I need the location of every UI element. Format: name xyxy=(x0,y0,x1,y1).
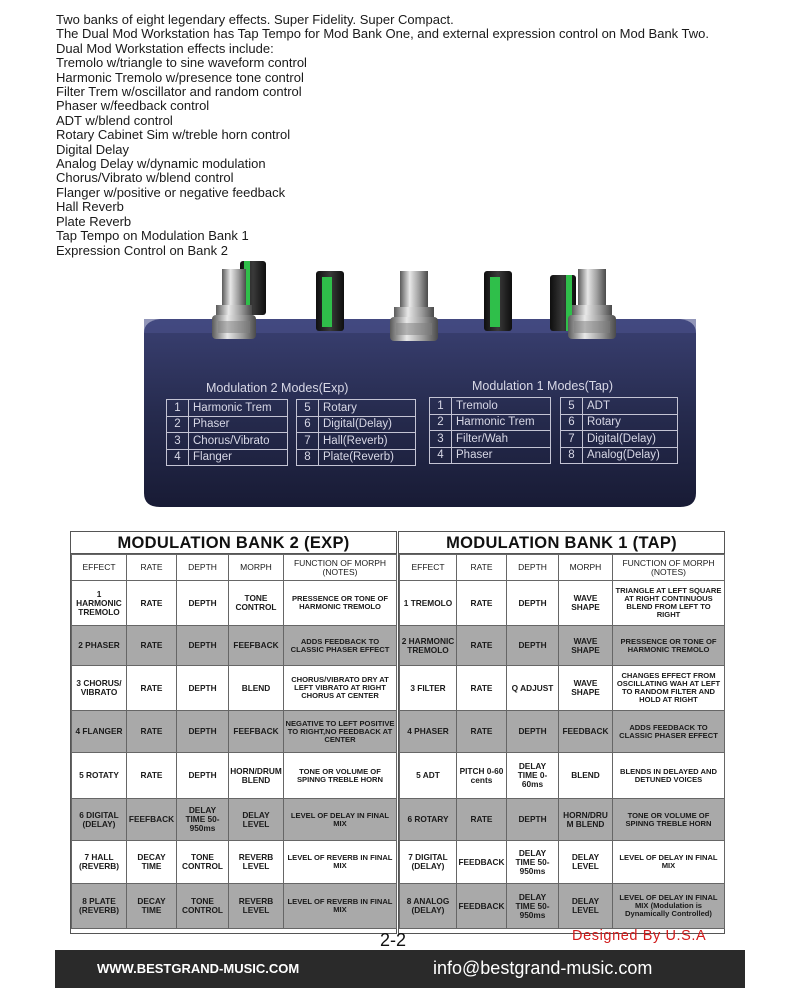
notes-cell: PRESSENCE OR TONE OF HARMONIC TREMOLO xyxy=(284,581,397,626)
intro-line: Expression Control on Bank 2 xyxy=(56,242,228,258)
table-row xyxy=(72,841,397,884)
rate-cell: RATE xyxy=(127,753,177,799)
effect-cell: 1 HARMONIC TREMOLO xyxy=(72,581,127,626)
notes-cell: LEVEL OF DELAY IN FINAL MIX xyxy=(284,799,397,841)
table-row xyxy=(72,799,397,841)
effect-cell: 8 PLATE (REVERB) xyxy=(72,884,127,929)
mod2-panel-title: Modulation 2 Modes(Exp) xyxy=(206,381,349,395)
rate-cell: FEEFBACK xyxy=(127,799,177,841)
rate-cell: RATE xyxy=(457,711,507,753)
effect-cell: 4 FLANGER xyxy=(72,711,127,753)
mode-number: 1 xyxy=(430,398,452,415)
table-row xyxy=(400,626,725,666)
mode-number: 4 xyxy=(167,449,189,466)
morph-cell: HORN/DRUM BLEND xyxy=(559,799,613,841)
mode-label: Phaser xyxy=(452,447,551,464)
effect-cell: 6 ROTARY xyxy=(400,799,457,841)
intro-line: ADT w/blend control xyxy=(56,112,173,128)
depth-cell: DELAY TIME 50-950ms xyxy=(507,841,559,884)
depth-cell: DEPTH xyxy=(507,626,559,666)
intro-line: Two banks of eight legendary effects. Super Fidelity. Super Compact. xyxy=(56,12,454,27)
morph-cell: FEEFBACK xyxy=(229,711,284,753)
mode-label: Filter/Wah xyxy=(452,431,551,448)
mode-label: Analog(Delay) xyxy=(583,447,678,464)
table-row xyxy=(72,884,397,929)
mode-number: 3 xyxy=(430,431,452,448)
morph-cell: FEEDBACK xyxy=(559,711,613,753)
mode-number: 8 xyxy=(297,449,319,466)
table-row xyxy=(400,666,725,711)
column-header: DEPTH xyxy=(177,555,229,581)
mod1-panel-title: Modulation 1 Modes(Tap) xyxy=(472,379,614,393)
notes-cell: ADDS FEEDBACK TO CLASSIC PHASER EFFECT xyxy=(613,711,725,753)
effect-cell: 7 DIGITAL (DELAY) xyxy=(400,841,457,884)
bank2-table xyxy=(70,531,397,934)
notes-cell: LEVEL OF REVERB IN FINAL MIX xyxy=(284,841,397,884)
column-header: DEPTH xyxy=(507,555,559,581)
morph-cell: BLEND xyxy=(229,666,284,711)
intro-line: Tap Tempo on Modulation Bank 1 xyxy=(56,228,249,244)
column-header: MORPH xyxy=(229,555,284,581)
morph-cell: DELAY LEVEL xyxy=(559,841,613,884)
rate-cell: PITCH 0-60 cents xyxy=(457,753,507,799)
rate-cell: FEEDBACK xyxy=(457,841,507,884)
morph-cell: HORN/DRUM BLEND xyxy=(229,753,284,799)
notes-cell: LEVEL OF DELAY IN FINAL MIX xyxy=(613,841,725,884)
depth-cell: Q ADJUST xyxy=(507,666,559,711)
column-header: EFFECT xyxy=(72,555,127,581)
morph-cell: FEEFBACK xyxy=(229,626,284,666)
mode-label: Harmonic Trem xyxy=(189,400,288,417)
depth-cell: TONE CONTROL xyxy=(177,884,229,929)
rate-cell: RATE xyxy=(127,711,177,753)
mode-label: Phaser xyxy=(189,416,288,433)
bank2-title: MODULATION BANK 2 (EXP) xyxy=(71,532,396,554)
footer-bar xyxy=(55,950,745,988)
designed-by-label: Designed By U.S.A xyxy=(572,928,707,944)
mode-number: 7 xyxy=(561,431,583,448)
notes-cell: CHANGES EFFECT FROM OSCILLATING WAH AT LEFT TO RANDOM FILTER AND HOLD AT RIGHT xyxy=(613,666,725,711)
intro-line: Harmonic Tremolo w/presence tone control xyxy=(56,69,304,85)
intro-line: Phaser w/feedback control xyxy=(56,98,210,114)
mode-label: Hall(Reverb) xyxy=(319,433,416,450)
intro-line: Filter Trem w/oscillator and random control xyxy=(56,84,302,100)
bank1-table xyxy=(398,531,725,934)
table-row xyxy=(400,711,725,753)
notes-cell: LEVEL OF DELAY IN FINAL MIX (Modulation is Dynamically Controlled) xyxy=(613,884,725,929)
mode-label: Rotary xyxy=(583,414,678,431)
mode-label: Digital(Delay) xyxy=(583,431,678,448)
page-number: 2-2 xyxy=(380,930,407,950)
depth-cell: DELAY TIME 50-950ms xyxy=(507,884,559,929)
notes-cell: LEVEL OF REVERB IN FINAL MIX xyxy=(284,884,397,929)
knob-icon xyxy=(316,271,344,331)
notes-cell: TONE OR VOLUME OF SPINNG TREBLE HORN xyxy=(284,753,397,799)
mode-number: 2 xyxy=(430,414,452,431)
mode-number: 3 xyxy=(167,433,189,450)
column-header: RATE xyxy=(457,555,507,581)
mode-number: 2 xyxy=(167,416,189,433)
mod2-modes-left xyxy=(166,399,288,466)
mode-label: Digital(Delay) xyxy=(319,416,416,433)
table-row xyxy=(400,799,725,841)
rate-cell: RATE xyxy=(457,626,507,666)
effect-cell: 4 PHASER xyxy=(400,711,457,753)
depth-cell: DEPTH xyxy=(177,666,229,711)
depth-cell: DEPTH xyxy=(177,626,229,666)
mode-label: ADT xyxy=(583,398,678,415)
intro-line: Digital Delay xyxy=(56,141,129,157)
intro-line: Chorus/Vibrato w/blend control xyxy=(56,170,234,186)
intro-line: Plate Reverb xyxy=(56,213,132,229)
depth-cell: DELAY TIME 50-950ms xyxy=(177,799,229,841)
mode-number: 4 xyxy=(430,447,452,464)
mod1-modes-left xyxy=(429,397,551,464)
column-header: RATE xyxy=(127,555,177,581)
intro-line: Dual Mod Workstation effects include: xyxy=(56,40,274,56)
bank1-grid xyxy=(399,554,725,929)
mode-label: Tremolo xyxy=(452,398,551,415)
rate-cell: RATE xyxy=(457,799,507,841)
notes-cell: NEGATIVE TO LEFT POSITIVE TO RIGHT,NO FEEDBACK AT CENTER xyxy=(284,711,397,753)
table-row xyxy=(72,711,397,753)
effect-cell: 1 TREMOLO xyxy=(400,581,457,626)
column-header: FUNCTION OF MORPH (NOTES) xyxy=(284,555,397,581)
rate-cell: RATE xyxy=(457,581,507,626)
mode-label: Chorus/Vibrato xyxy=(189,433,288,450)
footswitch-icon xyxy=(390,271,438,341)
rate-cell: RATE xyxy=(457,666,507,711)
depth-cell: DEPTH xyxy=(507,581,559,626)
depth-cell: DEPTH xyxy=(177,711,229,753)
mode-number: 6 xyxy=(297,416,319,433)
depth-cell: TONE CONTROL xyxy=(177,841,229,884)
mode-number: 7 xyxy=(297,433,319,450)
mode-label: Rotary xyxy=(319,400,416,417)
effect-cell: 2 PHASER xyxy=(72,626,127,666)
intro-line: Tremolo w/triangle to sine waveform control xyxy=(56,55,307,71)
notes-cell: ADDS FEEDBACK TO CLASSIC PHASER EFFECT xyxy=(284,626,397,666)
intro-line: Rotary Cabinet Sim w/treble horn control xyxy=(56,127,291,143)
intro-line: Hall Reverb xyxy=(56,199,124,215)
bank2-grid xyxy=(71,554,397,929)
morph-cell: REVERB LEVEL xyxy=(229,841,284,884)
notes-cell: TONE OR VOLUME OF SPINNG TREBLE HORN xyxy=(613,799,725,841)
depth-cell: DEPTH xyxy=(507,711,559,753)
mod2-modes-right xyxy=(296,399,416,466)
rate-cell: DECAY TIME xyxy=(127,884,177,929)
intro-line: Analog Delay w/dynamic modulation xyxy=(56,156,266,172)
morph-cell: DELAY LEVEL xyxy=(229,799,284,841)
mode-label: Plate(Reverb) xyxy=(319,449,416,466)
email-link[interactable]: info@bestgrand-music.com xyxy=(433,958,653,978)
effect-cell: 2 HARMONIC TREMOLO xyxy=(400,626,457,666)
mode-number: 6 xyxy=(561,414,583,431)
depth-cell: DEPTH xyxy=(507,799,559,841)
mode-number: 5 xyxy=(297,400,319,417)
depth-cell: DEPTH xyxy=(177,753,229,799)
intro-line: The Dual Mod Workstation has Tap Tempo for Mod Bank One, and external expression control on Mod Bank Two. xyxy=(56,26,710,42)
mode-number: 1 xyxy=(167,400,189,417)
morph-cell: WAVE SHAPE xyxy=(559,581,613,626)
morph-cell: TONE CONTROL xyxy=(229,581,284,626)
depth-cell: DEPTH xyxy=(177,581,229,626)
rate-cell: DECAY TIME xyxy=(127,841,177,884)
effect-cell: 7 HALL (REVERB) xyxy=(72,841,127,884)
mode-label: Harmonic Trem xyxy=(452,414,551,431)
rate-cell: RATE xyxy=(127,626,177,666)
pedal-illustration xyxy=(140,255,700,520)
notes-cell: CHORUS/VIBRATO DRY AT LEFT VIBRATO AT RIGHT CHORUS AT CENTER xyxy=(284,666,397,711)
knob-icon xyxy=(484,271,512,331)
morph-cell: DELAY LEVEL xyxy=(559,884,613,929)
notes-cell: TRIANGLE AT LEFT SQUARE AT RIGHT CONTINUOUS BLEND FROM LEFT TO RIGHT xyxy=(613,581,725,626)
rate-cell: RATE xyxy=(127,581,177,626)
table-row xyxy=(72,666,397,711)
column-header: EFFECT xyxy=(400,555,457,581)
column-header: MORPH xyxy=(559,555,613,581)
morph-cell: REVERB LEVEL xyxy=(229,884,284,929)
notes-cell: BLENDS IN DELAYED AND DETUNED VOICES xyxy=(613,753,725,799)
column-header: FUNCTION OF MORPH (NOTES) xyxy=(613,555,725,581)
morph-cell: WAVE SHAPE xyxy=(559,626,613,666)
intro-line: Flanger w/positive or negative feedback xyxy=(56,184,286,200)
table-row xyxy=(400,581,725,626)
depth-cell: DELAY TIME 0-60ms xyxy=(507,753,559,799)
effect-cell: 5 ADT xyxy=(400,753,457,799)
bank1-title: MODULATION BANK 1 (TAP) xyxy=(399,532,724,554)
table-row xyxy=(400,841,725,884)
morph-cell: WAVE SHAPE xyxy=(559,666,613,711)
effect-cell: 3 CHORUS/ VIBRATO xyxy=(72,666,127,711)
table-row xyxy=(400,884,725,929)
effect-cell: 8 ANALOG (DELAY) xyxy=(400,884,457,929)
notes-cell: PRESSENCE OR TONE OF HARMONIC TREMOLO xyxy=(613,626,725,666)
effect-cell: 5 ROTATY xyxy=(72,753,127,799)
mode-label: Flanger xyxy=(189,449,288,466)
table-row xyxy=(72,753,397,799)
effect-cell: 3 FILTER xyxy=(400,666,457,711)
effect-cell: 6 DIGITAL (DELAY) xyxy=(72,799,127,841)
mod1-modes-right xyxy=(560,397,678,464)
intro-text xyxy=(56,13,796,258)
table-row xyxy=(72,581,397,626)
mode-number: 8 xyxy=(561,447,583,464)
table-row xyxy=(72,626,397,666)
rate-cell: FEEDBACK xyxy=(457,884,507,929)
mode-number: 5 xyxy=(561,398,583,415)
rate-cell: RATE xyxy=(127,666,177,711)
website-link[interactable]: WWW.BESTGRAND-MUSIC.COM xyxy=(97,961,300,976)
table-row xyxy=(400,753,725,799)
morph-cell: BLEND xyxy=(559,753,613,799)
